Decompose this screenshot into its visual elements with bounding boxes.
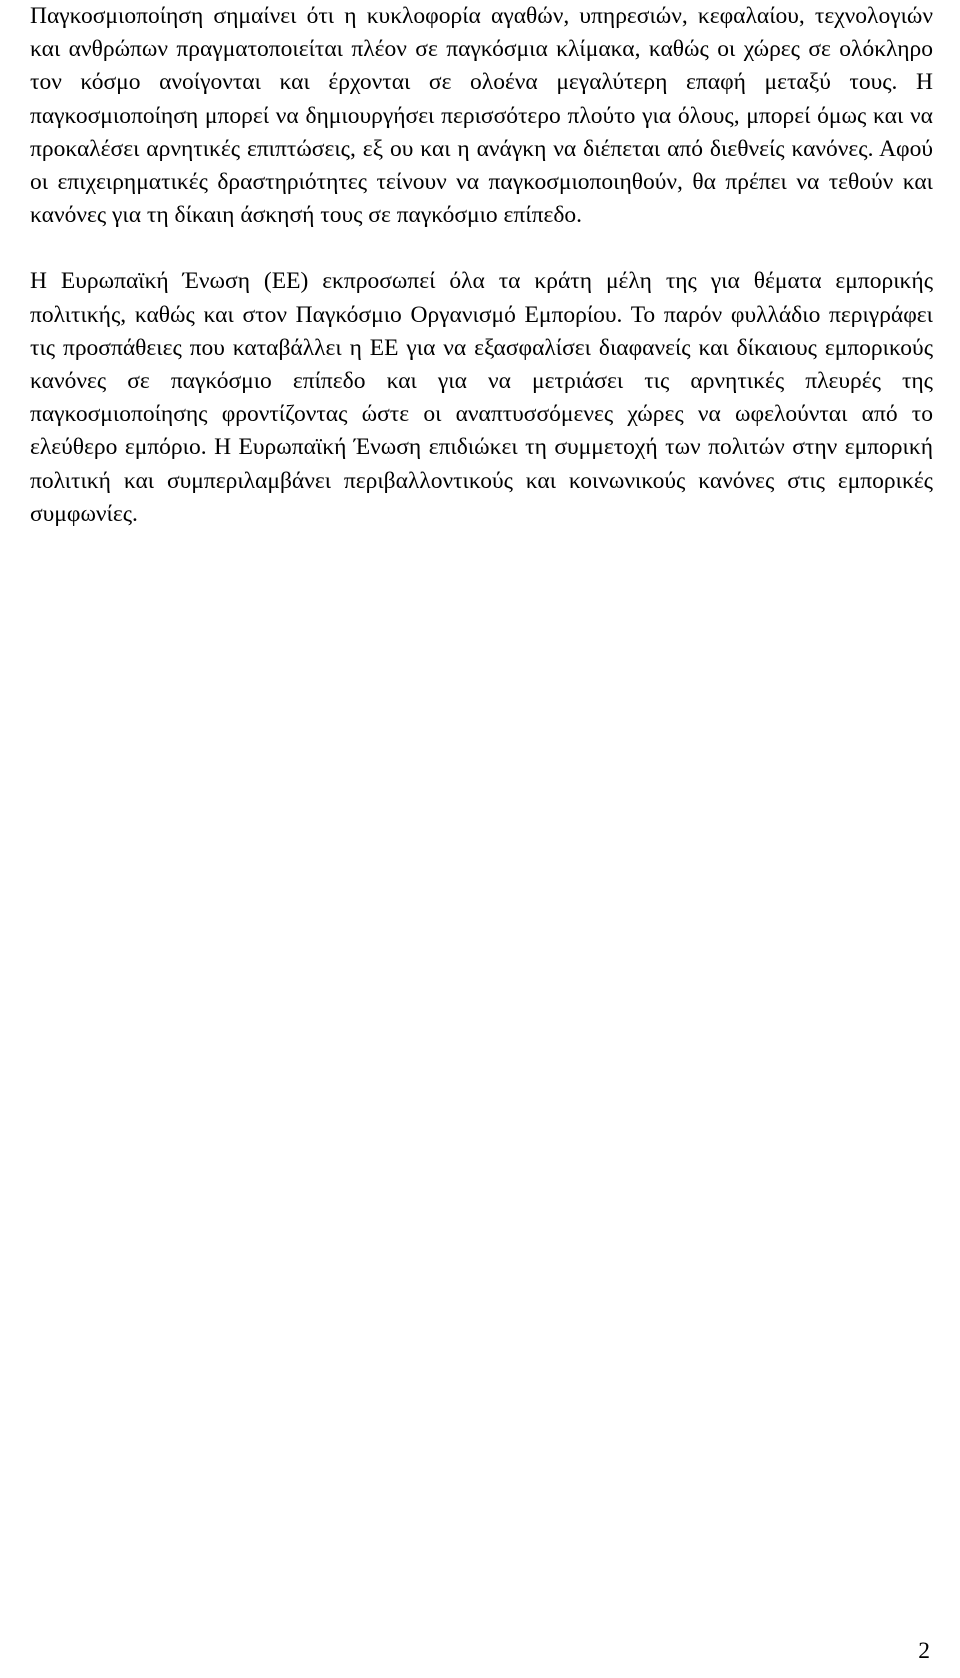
paragraph-globalization-definition: Παγκοσμιοποίηση σημαίνει ότι η κυκλοφορία αγαθών, υπηρεσιών, κεφαλαίου, τεχνολογιών και ανθρώπων πραγματοποιείται πλέον σε παγκόσμια κλίμακα, καθώς οι χώρες σε ολόκληρο τον κόσμο ανοίγονται και έρχονται σε ολοένα μεγαλύτερη επαφή μεταξύ τους. Η παγκοσμιοποίηση μπορεί να δημιουργήσει περισσότερο πλούτο για όλους, μπορεί όμως και να προκαλέσει αρνητικές επιπτώσεις, εξ ου και η ανάγκη να διέπεται από διεθνείς κανόνες. Αφού οι επιχειρηματικές δραστηριότητες τείνουν να παγκοσμιοποιηθούν, θα πρέπει να τεθούν και κανόνες για τη δίκαιη άσκησή τους σε παγκόσμιο επίπεδο. [30,3,933,229]
page-body [30,0,933,531]
page-number: 2 [918,1638,930,1664]
paragraph-eu-trade-policy: Η Ευρωπαϊκή Ένωση (ΕΕ) εκπροσωπεί όλα τα κράτη μέλη της για θέματα εμπορικής πολιτικής, καθώς και στον Παγκόσμιο Οργανισμό Εμπορίου. Το παρόν φυλλάδιο περιγράφει τις προσπάθειες που καταβάλλει η ΕΕ για να εξασφαλίσει διαφανείς και δίκαιους εμπορικούς κανόνες σε παγκόσμιο επίπεδο και για να μετριάσει τις αρνητικές πλευρές της παγκοσμιοποίησης φροντίζοντας ώστε οι αναπτυσσόμενες χώρες να ωφελούνται από το ελεύθερο εμπόριο. Η Ευρωπαϊκή Ένωση επιδιώκει τη συμμετοχή των πολιτών στην εμπορική πολιτική και συμπεριλαμβάνει περιβαλλοντικούς και κοινωνικούς κανόνες στις εμπορικές συμφωνίες. [30,268,933,527]
